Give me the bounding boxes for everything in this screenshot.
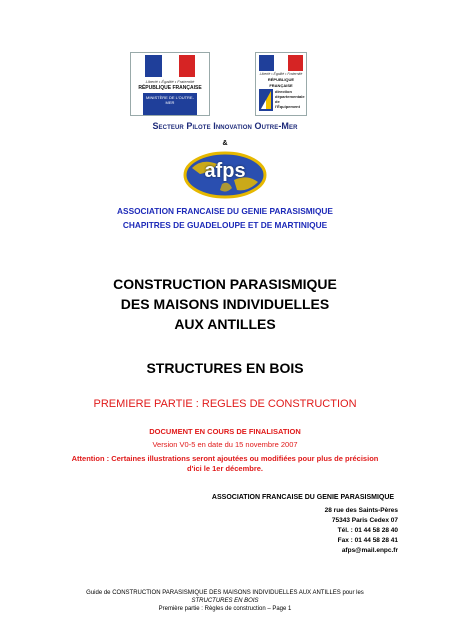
footer-line2: STRUCTURES EN BOIS bbox=[191, 598, 259, 604]
afps-logo bbox=[182, 150, 268, 200]
afps-label: afps bbox=[204, 160, 246, 182]
association-name: ASSOCIATION FRANCAISE DU GENIE PARASISMIQUE bbox=[117, 206, 333, 216]
main-title-line2: DES MAISONS INDIVIDUELLES bbox=[120, 296, 330, 312]
logo-motto: Liberté • Égalité • Fraternité bbox=[145, 79, 195, 84]
contact-tel: Tél. : 01 44 58 28 40 bbox=[337, 527, 398, 534]
contact-fax: Fax : 01 44 58 28 41 bbox=[337, 537, 398, 544]
subtitle: STRUCTURES EN BOIS bbox=[146, 360, 304, 376]
contact-city: 75343 Paris Cedex 07 bbox=[331, 517, 398, 524]
logo-republique: RÉPUBLIQUE FRANÇAISE bbox=[267, 77, 295, 88]
footer-line3: Première partie : Règles de construction – Page 1 bbox=[158, 606, 292, 612]
main-title-line1: CONSTRUCTION PARASISMIQUE bbox=[113, 276, 337, 292]
marianne-flag-icon bbox=[145, 55, 195, 77]
secteur-pilote-title: Secteur Pilote Innovation Outre-Mer bbox=[152, 121, 298, 131]
footer-line1: Guide de CONSTRUCTION PARASISMIQUE DES MAISONS INDIVIDUELLES AUX ANTILLES pour les bbox=[86, 590, 364, 596]
contact-org: ASSOCIATION FRANCAISE DU GENIE PARASISMIQUE bbox=[211, 494, 395, 501]
logo-ministry: MINISTÈRE DE L'OUTRE-MER bbox=[143, 93, 197, 115]
contact-street: 28 rue des Saints-Pères bbox=[324, 507, 398, 514]
main-title-line3: AUX ANTILLES bbox=[174, 316, 276, 332]
dde-label: direction départementale de l'Équipement bbox=[275, 89, 305, 109]
chapitres-name: CHAPITRES DE GUADELOUPE ET DE MARTINIQUE bbox=[122, 220, 328, 230]
dde-logo bbox=[255, 52, 307, 116]
attention-line1: Attention : Certaines illustrations seront ajoutées ou modifiées pour plus de précision bbox=[71, 454, 379, 463]
ampersand: & bbox=[222, 140, 228, 147]
logo-republique: RÉPUBLIQUE FRANÇAISE bbox=[138, 85, 202, 91]
logo-motto: Liberté • Égalité • Fraternité bbox=[259, 72, 303, 76]
partie-title: PREMIERE PARTIE : REGLES DE CONSTRUCTION bbox=[93, 398, 357, 410]
ministere-outre-mer-logo bbox=[130, 52, 210, 116]
contact-email: afps@mail.enpc.fr bbox=[341, 547, 398, 554]
doc-status: DOCUMENT EN COURS DE FINALISATION bbox=[149, 427, 301, 436]
dde-emblem-icon bbox=[259, 89, 273, 111]
version-line: Version V0-5 en date du 15 novembre 2007 bbox=[152, 440, 298, 449]
marianne-flag-icon bbox=[259, 55, 303, 71]
attention-line2: d'ici le 1er décembre. bbox=[187, 464, 263, 473]
